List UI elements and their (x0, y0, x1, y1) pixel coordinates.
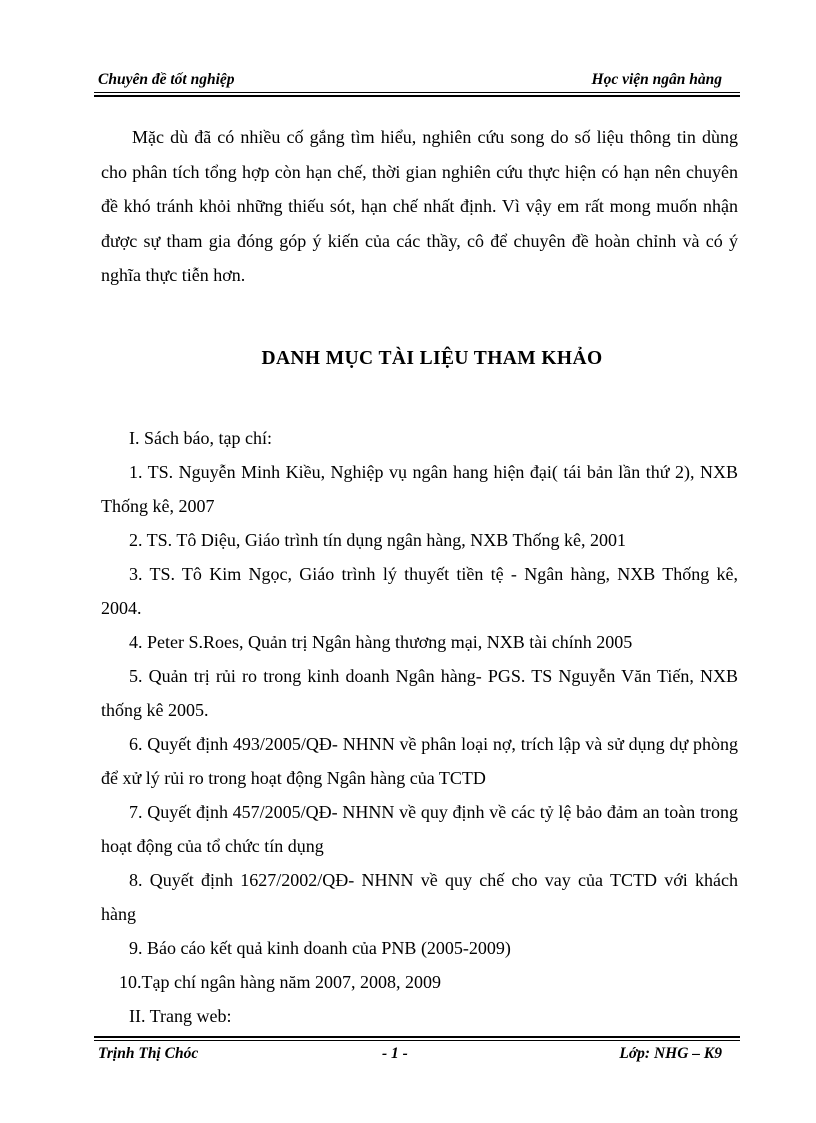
page-header (94, 68, 740, 92)
reference-list (101, 421, 738, 1033)
reference-item: 6. Quyết định 493/2005/QĐ- NHNN về phân loại nợ, trích lập và sử dụng dự phòng để xử lý rủi ro trong hoạt động Ngân hàng của TCTD (101, 734, 738, 788)
reference-item: 10.Tạp chí ngân hàng năm 2007, 2008, 2009 (119, 972, 441, 992)
footer-class: Lớp: NHG – K9 (619, 1045, 722, 1062)
reference-heading-books: I. Sách báo, tạp chí: (129, 428, 272, 448)
reference-heading-web: II. Trang web: (129, 1006, 232, 1026)
reference-item: 8. Quyết định 1627/2002/QĐ- NHNN về quy chế cho vay của TCTD với khách hàng (101, 870, 738, 924)
reference-item: 5. Quản trị rủi ro trong kinh doanh Ngân hàng- PGS. TS Nguyễn Văn Tiến, NXB thống kê 2005. (101, 666, 738, 720)
header-rule-thin (94, 92, 740, 93)
intro-paragraph: Mặc dù đã có nhiều cố gắng tìm hiểu, nghiên cứu song do số liệu thông tin dùng cho phân tích tổng hợp còn hạn chế, thời gian nghiên cứu thực hiện có hạn nên chuyên đề khó tránh khỏi những thiếu sót, hạn chế nhất định. Vì vậy em rất mong muốn nhận được sự tham gia đóng góp ý kiến của các thầy, cô để chuyên đề hoàn chỉnh và có ý nghĩa thực tiễn hơn. (101, 127, 738, 285)
footer-rule-thin (94, 1040, 740, 1041)
reference-item: 1. TS. Nguyễn Minh Kiều, Nghiệp vụ ngân hang hiện đại( tái bản lần thứ 2), NXB Thống kê, 2007 (101, 462, 738, 516)
header-left: Chuyên đề tốt nghiệp (98, 71, 235, 88)
reference-item: 3. TS. Tô Kim Ngọc, Giáo trình lý thuyết tiền tệ - Ngân hàng, NXB Thống kê, 2004. (101, 564, 738, 618)
footer-rule-thick (94, 1036, 740, 1038)
header-right: Học viện ngân hàng (591, 71, 722, 88)
reference-item: 9. Báo cáo kết quả kinh doanh của PNB (2005-2009) (129, 938, 511, 958)
reference-item: 2. TS. Tô Diệu, Giáo trình tín dụng ngân hàng, NXB Thống kê, 2001 (129, 530, 626, 550)
section-title: DANH MỤC TÀI LIỆU THAM KHẢO (261, 348, 603, 369)
header-rule-thick (94, 95, 740, 97)
reference-item: 4. Peter S.Roes, Quản trị Ngân hàng thương mại, NXB tài chính 2005 (129, 632, 633, 652)
footer-author: Trịnh Thị Chóc (98, 1045, 199, 1062)
page-footer (94, 1042, 740, 1066)
footer-page-number: - 1 - (382, 1045, 408, 1062)
reference-item: 7. Quyết định 457/2005/QĐ- NHNN về quy định về các tỷ lệ bảo đảm an toàn trong hoạt động của tổ chức tín dụng (101, 802, 738, 856)
